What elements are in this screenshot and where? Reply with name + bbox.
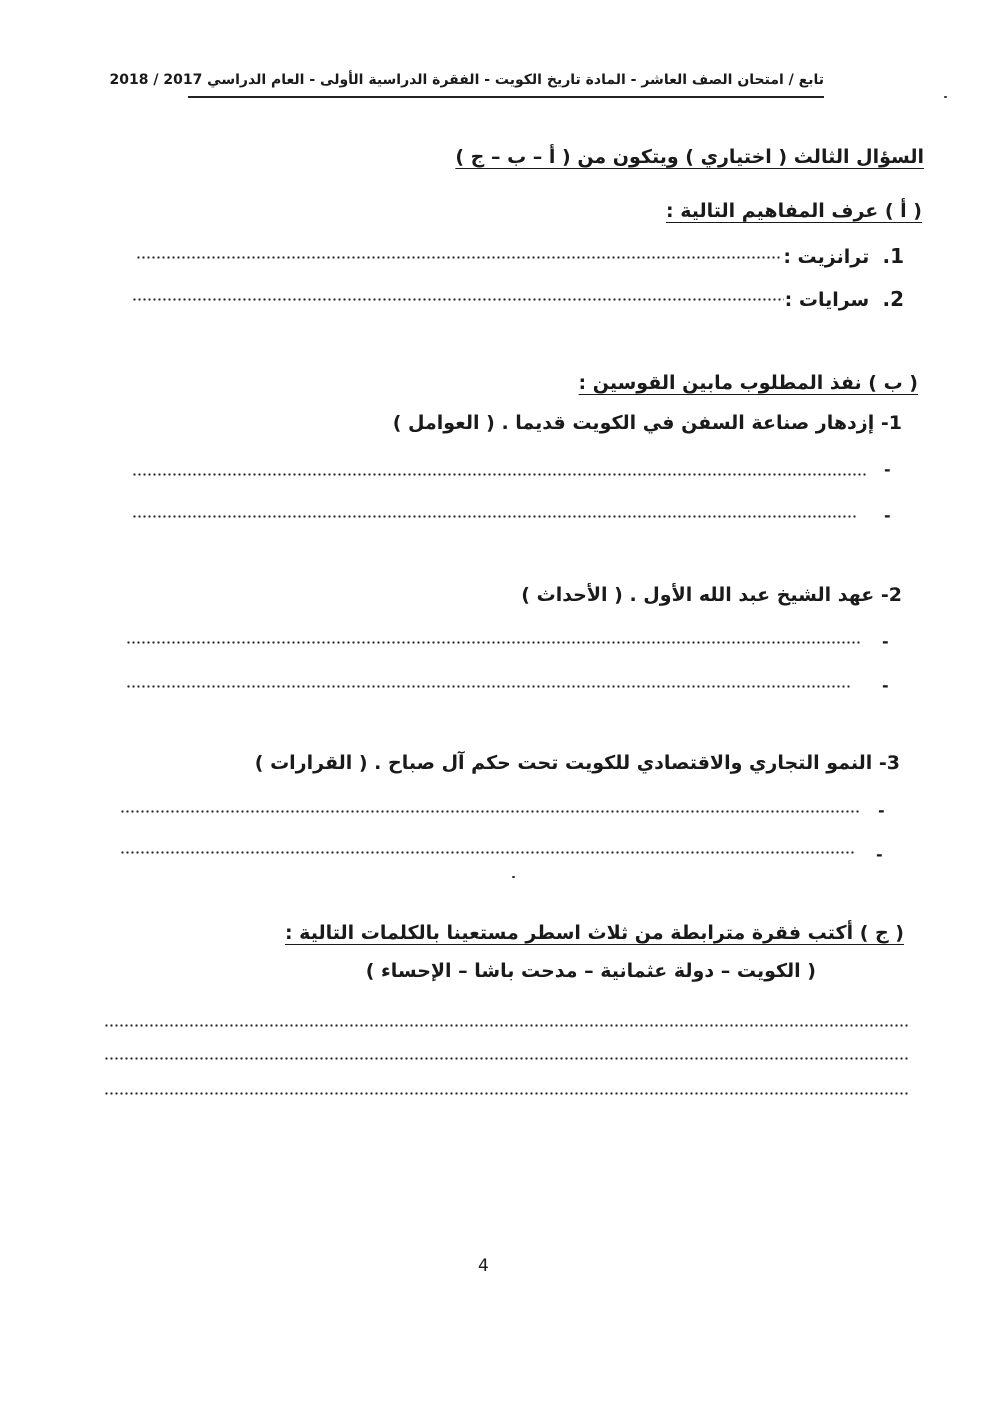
bullet-dash: -	[882, 632, 889, 651]
section-b-title: ( ب ) نفذ المطلوب مابين القوسين :	[578, 372, 918, 394]
answer-line[interactable]	[132, 298, 784, 301]
section-a-item-2	[785, 287, 904, 311]
keywords-list: ( الكويت – دولة عثمانية – مدحت باشا – الإحساء )	[365, 960, 816, 982]
section-b-item-3: 3- النمو التجاري والاقتصادي للكويت تحت حكم آل صباح . ( القرارات )	[254, 752, 900, 774]
answer-line[interactable]	[104, 1057, 908, 1060]
bullet-dash: -	[878, 801, 885, 820]
header-underline	[188, 96, 824, 98]
answer-line[interactable]	[120, 810, 860, 813]
exam-header: تابع / امتحان الصف العاشر - المادة تاريخ الكويت - الفقرة الدراسية الأولى - العام الدراسي 2017 / 2018	[109, 72, 824, 88]
section-c-title: ( ج ) أكتب فقرة مترابطة من ثلاث اسطر مستعينا بالكلمات التالية :	[284, 922, 904, 944]
item-number: 2.	[882, 287, 904, 311]
answer-line[interactable]	[126, 685, 852, 688]
answer-line[interactable]	[120, 851, 856, 854]
question-title: السؤال الثالث ( اختياري ) ويتكون من ( أ – ب – ج )	[455, 146, 924, 168]
bullet-dash: -	[884, 506, 891, 525]
bullet-dash: -	[882, 676, 889, 695]
item-number: 1.	[882, 244, 904, 268]
answer-line[interactable]	[104, 1092, 908, 1095]
section-a-item-1	[783, 244, 904, 268]
item-term: سرايات :	[784, 289, 870, 311]
bullet-dash: -	[884, 460, 891, 479]
section-b-item-2: 2- عهد الشيخ عبد الله الأول . ( الأحداث )	[521, 584, 902, 606]
bullet-dash: -	[876, 845, 883, 864]
scan-speck	[944, 96, 947, 98]
answer-line[interactable]	[132, 473, 866, 476]
section-a-title: ( أ ) عرف المفاهيم التالية :	[665, 200, 922, 222]
answer-line[interactable]	[132, 515, 856, 518]
answer-line[interactable]	[126, 641, 862, 644]
item-term: ترانزيت :	[783, 246, 870, 268]
scan-speck	[512, 876, 515, 878]
page-number: 4	[478, 1256, 489, 1276]
answer-line[interactable]	[104, 1024, 908, 1027]
answer-line[interactable]	[136, 256, 782, 259]
section-b-item-1: 1- إزدهار صناعة السفن في الكويت قديما . ( العوامل )	[392, 412, 902, 434]
